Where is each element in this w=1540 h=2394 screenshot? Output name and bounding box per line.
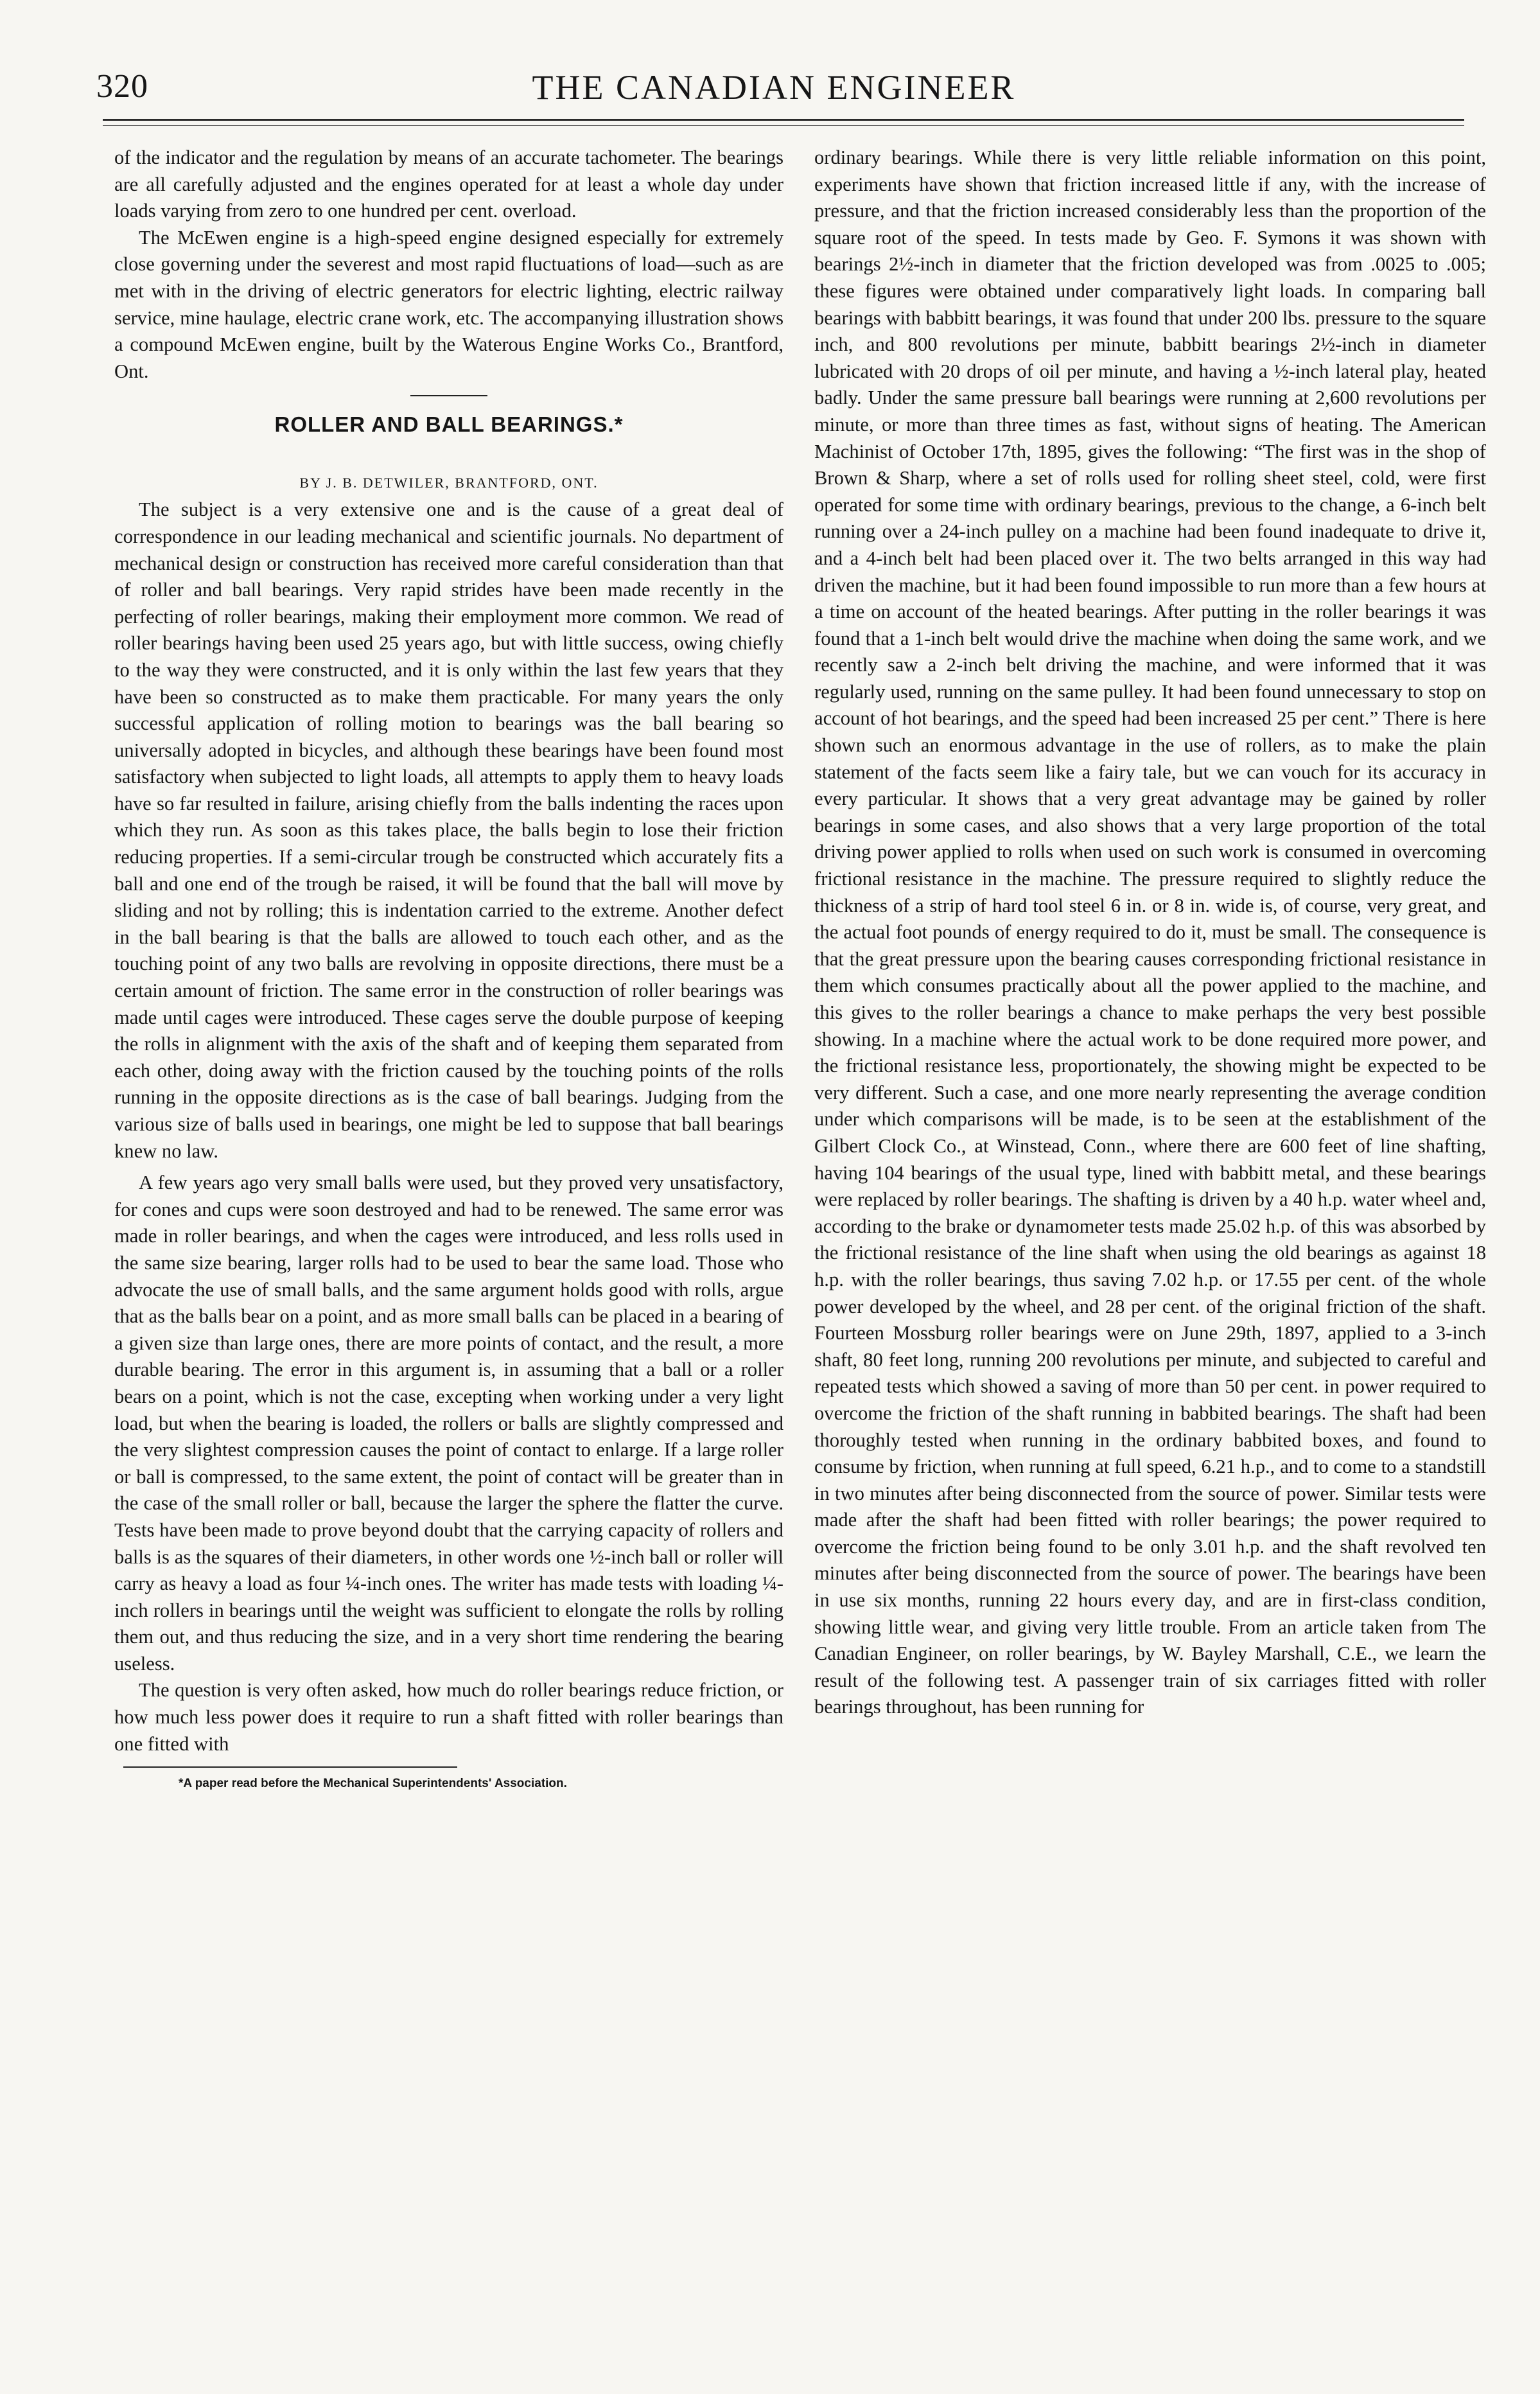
page-header bbox=[96, 67, 1451, 112]
header-rule bbox=[103, 119, 1464, 121]
header-rule-thin bbox=[103, 125, 1464, 126]
article-byline: BY J. B. DETWILER, BRANTFORD, ONT. bbox=[299, 475, 599, 491]
paragraph: The question is very often asked, how much do roller bearings reduce friction, or how much less power does it require to run a shaft fitted with roller bearings than one fitted with bbox=[114, 1679, 783, 1755]
right-column bbox=[814, 145, 1486, 1721]
paragraph: The McEwen engine is a high-speed engine designed especially for extremely close governing under the severest and most rapid fluctuations of load—such as are met with in the driving of electric generators for electric lighting, electric railway service, mine haulage, electric crane work, etc. The accompanying illustration shows a compound McEwen engine, built by the Waterous Engine Works Co., Brantford, Ont. bbox=[114, 226, 783, 382]
article-title: ROLLER AND BALL BEARINGS.* bbox=[274, 412, 624, 437]
paragraph: ordinary bearings. While there is very little reliable information on this point, experiments have shown that friction increased little if any, with the increase of pressure, and that the friction increased considerably less than the proportion of the square root of the speed. In tests made by Geo. F. Symons it was shown with bearings 2½-inch in diameter that the friction developed was from .0025 to .005; these figures were obtained under comparatively light loads. In comparing ball bearings with babbitt bearings, it was found that under 200 lbs. pressure to the square inch, and 800 revolutions per minute, babbitt bearings 2½-inch in diameter lubricated with 20 drops of oil per minute, and having a ½-inch lateral play, heated badly. Under the same pressure ball bearings were running at 2,600 revolutions per minute, or more than three times as fast, without signs of heating. The American Machinist of October 17th, 1895, gives the following: “The first was in the shop of Brown & Sharp, where a set of rolls used for rolling sheet steel, cold, were first operated for some time with ordinary bearings, previous to the change, a 6-inch belt running over a 24-inch pulley on a machine had been found inadequate to drive it, and a 4-inch belt had been placed over it. The two belts arranged in this way had driven the machine, but it had been found impossible to run more than a few hours at a time on account of the heated bearings. After putting in the roller bearings it was found that a 1-inch belt would drive the machine when doing the same work, and we recently saw a 2-inch belt driving the machine, and were informed that it was regularly used, running on the same pulley. It had been found unnecessary to stop on account of hot bearings, and the speed had been increased 25 per cent.” There is here shown such an enormous advantage in the use of rollers, as to make the plain statement of the facts seem like a fairy tale, but we can vouch for its accuracy in every particular. It shows that a very great advantage may be gained by roller bearings in some cases, and also shows that a very large proportion of the total driving power applied to rolls when used on such work is consumed in overcoming frictional resistance in the machine. The pressure required to slightly reduce the thickness of a strip of hard tool steel 6 in. or 8 in. wide is, of course, very great, and the actual foot pounds of energy required to do it, must be small. The consequence is that the great pressure upon the bearing causes corresponding frictional resistance in them which consumes practically about all the power applied to the machine, and this gives to the roller bearings a chance to make perhaps the very best possible showing. In a machine where the actual work to be done required more power, and the frictional resistance less, proportionately, the showing might be expected to be very different. Such a case, and one more nearly representing the average condition under which comparisons will be made, is to be seen at the establishment of the Gilbert Clock Co., at Winstead, Conn., where there are 600 feet of line shafting, having 104 bearings of the usual type, lined with babbitt metal, and these bearings were replaced by roller bearings. The shafting is driven by a 40 h.p. water wheel and, according to the brake or dynamometer tests made 25.02 h.p. of this was absorbed by the frictional resistance of the line shaft when using the old bearings as against 18 h.p. with the roller bearings, thus saving 7.02 h.p. or 17.55 per cent. of the whole power developed by the wheel, and 28 per cent. of the original friction of the shaft. Fourteen Mossburg roller bearings were on June 29th, 1897, applied to a 3-inch shaft, 80 feet long, running 200 revolutions per minute, and subjected to careful and repeated tests which showed a saving of more than 50 per cent. in power required to overcome the friction of the shaft running in babbited bearings. The shaft had been thoroughly tested when running in the ordinary babbited boxes, and found to consume by friction, when running at full speed, 6.21 h.p., and to come to a standstill in two minutes after being disconnected from the source of power. Similar tests were made after the shaft had been fitted with roller bearings; the power required to overcome the friction being found to be only 3.01 h.p. and the shaft revolved ten minutes after being disconnected from the source of power. The bearings have been in use six months, running 22 hours every day, and are in first-class condition, showing little wear, and giving very little trouble. From an article taken from The Canadian Engineer, on roller bearings, by W. Bayley Marshall, C.E., we learn the result of the following test. A passenger train of six carriages fitted with roller bearings throughout, has been running for bbox=[814, 146, 1486, 1718]
footnote: *A paper read before the Mechanical Superintendents' Association. bbox=[179, 1777, 567, 1791]
paragraph: of the indicator and the regulation by means of an accurate tachometer. The bearings are all carefully adjusted and the engines operated for at least a whole day under loads varying from zero to one hundred per cent. overload. bbox=[114, 146, 783, 222]
paragraph: A few years ago very small balls were used, but they proved very unsatisfactory, for cones and cups were soon destroyed and had to be renewed. The same error was made in roller bearings, and when the cages were introduced, and less rolls used in the same size bearing, larger rolls had to be used to bear the same load. Those who advocate the use of small balls, and the same argument holds good with rolls, argue that as the balls bear on a point, and as more small balls can be placed in a bearing of a given size than large ones, there are more points of contact, and the result, a more durable bearing. The error in this argument is, in assuming that a ball or a roller bears on a point, which is not the case, excepting when working under a very light load, but when the bearing is loaded, the rollers or balls are slightly compressed and the very slightest compression causes the point of contact to enlarge. If a large roller or ball is compressed, to the same extent, the point of contact will be greater than in the case of the small roller or ball, because the larger the sphere the flatter the curve. Tests have been made to prove beyond doubt that the carrying capacity of rollers and balls is as the squares of their diameters, in other words one ½-inch ball or roller will carry as heavy a load as four ¼-inch ones. The writer has made tests with loading ¼-inch rollers in bearings until the weight was sufficient to elongate the rolls by rolling them out, and thus reducing the size, and in a very short time rendering the bearing useless. bbox=[114, 1172, 783, 1675]
page-number: 320 bbox=[96, 68, 148, 105]
paragraph: The subject is a very extensive one and is the cause of a great deal of correspondence in our leading mechanical and scientific journals. No department of mechanical design or construction has received more careful consideration than that of roller and ball bearings. Very rapid strides have been made recently in the perfecting of roller bearings, making their employment more common. We read of roller bearings having been used 25 years ago, but with little success, owing chiefly to the way they were constructed, and it is only within the last few years that they have been so constructed as to make them practicable. For many years the only successful application of rolling motion to bearings was the ball bearing so universally adopted in bicycles, and although these bearings have been found most satisfactory when subjected to light loads, all attempts to apply them to heavy loads have so far resulted in failure, arising chiefly from the balls indenting the races upon which they run. As soon as this takes place, the balls begin to lose their friction reducing properties. If a semi-circular trough be constructed which accurately fits a ball and one end of the trough be raised, it will be found that the ball will move by sliding and not by rolling; this is indentation carried to the extreme. Another defect in the ball bearing is that the balls are allowed to touch each other, and as the touching point of any two balls are revolving in opposite directions, there must be a certain amount of friction. The same error in the construction of roller bearings was made until cages were introduced. These cages serve the double purpose of keeping the rolls in alignment with the axis of the shaft and of keeping them separated from each other, doing away with the friction caused by the touching points of the rolls running in the opposite directions as is the case of ball bearings. Judging from the various size of balls used in bearings, one might be led to suppose that ball bearings knew no law. bbox=[114, 498, 783, 1162]
journal-title: THE CANADIAN ENGINEER bbox=[532, 68, 1016, 107]
footnote-rule bbox=[123, 1766, 457, 1768]
left-column bbox=[114, 145, 783, 1792]
section-divider bbox=[410, 395, 487, 396]
